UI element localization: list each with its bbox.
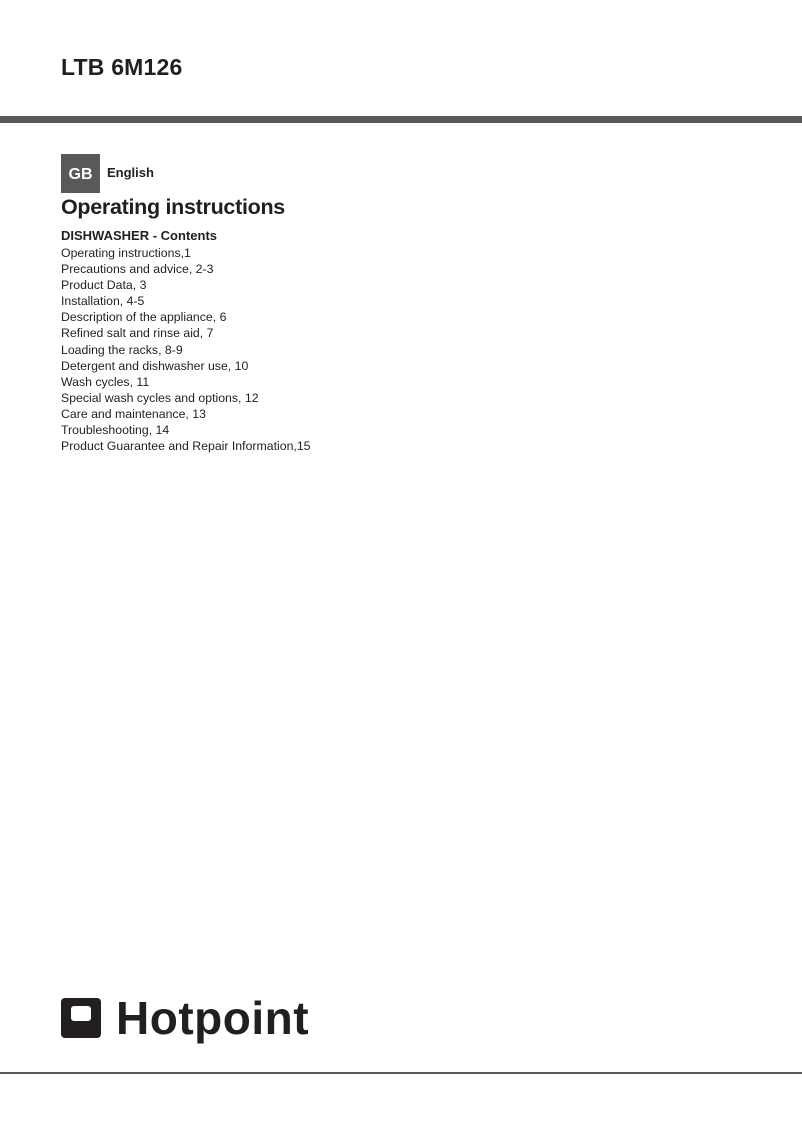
contents-item: Loading the racks, 8-9 — [61, 342, 183, 357]
contents-list — [61, 245, 311, 454]
contents-heading: DISHWASHER - Contents — [61, 228, 217, 243]
footer-divider — [0, 1072, 802, 1074]
contents-item: Installation, 4-5 — [61, 294, 145, 309]
contents-item: Product Guarantee and Repair Information,15 — [61, 439, 311, 454]
contents-item: Product Data, 3 — [61, 278, 147, 293]
contents-item: Operating instructions,1 — [61, 246, 191, 260]
brand-name: Hotpoint — [116, 992, 310, 1044]
contents-item: Wash cycles, 11 — [61, 374, 150, 389]
contents-item: Precautions and advice, 2-3 — [61, 262, 214, 277]
brand-logo — [61, 992, 310, 1044]
hotpoint-logo-icon — [61, 998, 101, 1038]
contents-item: Special wash cycles and options, 12 — [61, 390, 259, 405]
language-indicator — [61, 154, 154, 193]
header-divider — [0, 116, 802, 123]
contents-item: Description of the appliance, 6 — [61, 310, 227, 325]
section-title: Operating instructions — [61, 195, 285, 219]
contents-item: Care and maintenance, 13 — [61, 406, 206, 421]
language-name: English — [107, 165, 154, 180]
contents-item: Detergent and dishwasher use, 10 — [61, 358, 249, 373]
language-code-badge: GB — [61, 154, 100, 193]
contents-item: Troubleshooting, 14 — [61, 423, 170, 438]
contents-item: Refined salt and rinse aid, 7 — [61, 326, 214, 341]
model-title: LTB 6M126 — [61, 54, 183, 80]
